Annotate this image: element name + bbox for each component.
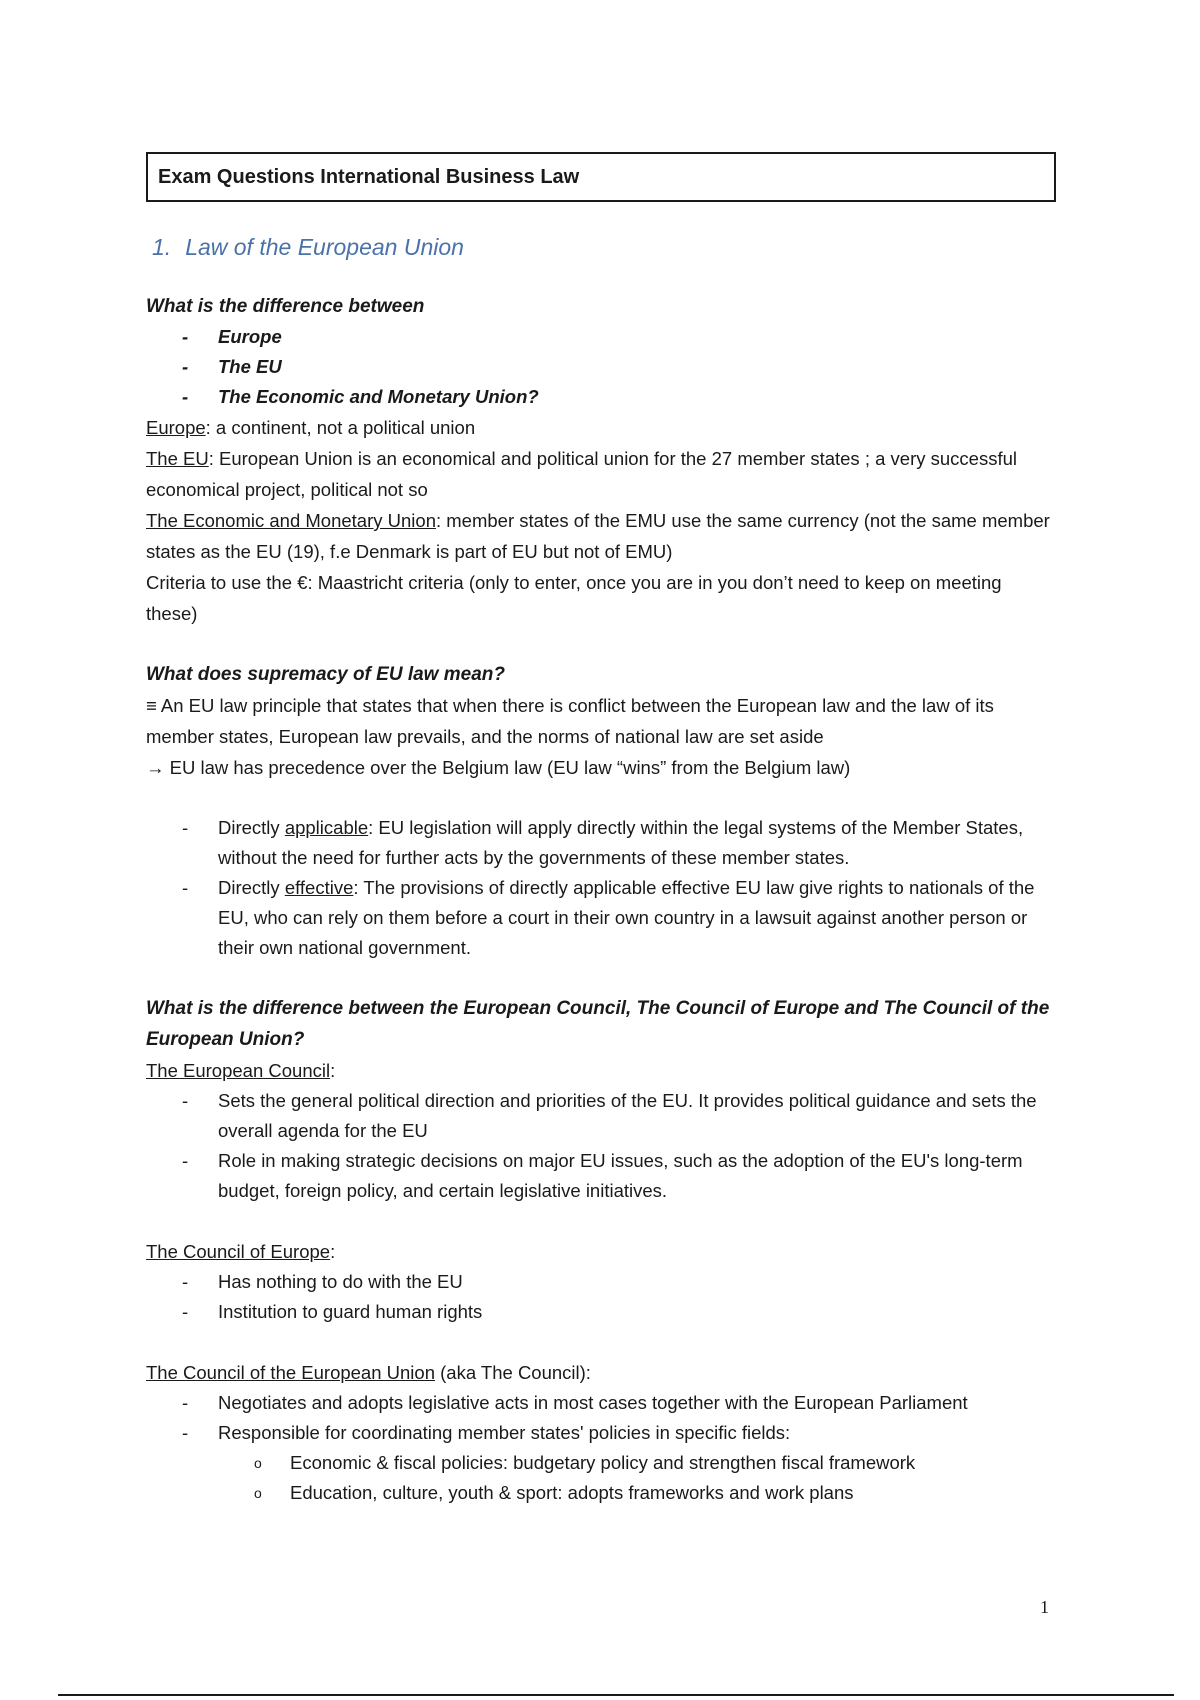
- list-item: - Sets the general political direction and priorities of the EU. It provides political guidance and sets the overall agenda for the EU: [218, 1086, 1056, 1146]
- page-content: [146, 152, 1056, 1508]
- supremacy-consequence: → EU law has precedence over the Belgium law (EU law “wins” from the Belgium law): [146, 757, 851, 778]
- council-eu-suffix: (aka The Council):: [435, 1362, 591, 1383]
- section-heading: [152, 234, 1056, 261]
- document-title-box: [146, 152, 1056, 202]
- answer-eu-text: : European Union is an economical and political union for the 27 member states ; a very successful economical project, political not so: [146, 448, 1017, 500]
- european-council-list: [146, 1086, 1056, 1206]
- supremacy-definition: ≡ An EU law principle that states that when there is conflict between the European law and the law of its member states, European law prevails, and the norms of national law are set aside: [146, 695, 994, 747]
- list-item: - The Economic and Monetary Union?: [218, 382, 1056, 412]
- answer-emu: [146, 505, 1056, 567]
- item-prefix: Directly: [218, 877, 285, 898]
- list-item: o Economic & fiscal policies: budgetary policy and strengthen fiscal framework: [290, 1448, 1056, 1478]
- list-item: - Europe: [218, 322, 1056, 352]
- section-title: Law of the European Union: [185, 234, 464, 260]
- term-european-council: The European Council: [146, 1060, 331, 1081]
- council-of-europe-heading: [146, 1236, 1056, 1267]
- list-item: - Negotiates and adopts legislative acts in most cases together with the European Parliament: [218, 1388, 1056, 1418]
- item-text: : EU legislation will apply directly within the legal systems of the Member States, without the need for further acts by the governments of these member states.: [218, 817, 1024, 868]
- page-number: 1: [1040, 1597, 1049, 1617]
- question-3: What is the difference between the European Council, The Council of Europe and The Council of the European Union?: [146, 998, 1050, 1050]
- question-1-bullets: [146, 322, 1056, 412]
- section-number: 1.: [152, 234, 172, 260]
- term-applicable: applicable: [284, 817, 369, 838]
- list-item: [218, 813, 1056, 873]
- answer-europe: [146, 412, 1056, 443]
- term-council-eu: The Council of the European Union: [146, 1362, 435, 1383]
- list-item: [218, 873, 1056, 963]
- list-item: - Institution to guard human rights: [218, 1297, 1056, 1327]
- euro-criteria: Criteria to use the €: Maastricht criteria (only to enter, once you are in you don’t need to keep on meeting these): [146, 572, 1002, 624]
- list-item: - Role in making strategic decisions on major EU issues, such as the adoption of the EU's long-term budget, foreign policy, and certain legislative initiatives.: [218, 1146, 1056, 1206]
- list-item: o Education, culture, youth & sport: adopts frameworks and work plans: [290, 1478, 1056, 1508]
- colon: :: [330, 1241, 336, 1262]
- question-2: What does supremacy of EU law mean?: [146, 664, 505, 685]
- council-of-europe-list: [146, 1267, 1056, 1327]
- footer-divider: [58, 1694, 1174, 1696]
- council-eu-sublist: [146, 1448, 1056, 1508]
- item-prefix: Directly: [218, 817, 285, 838]
- council-eu-list: [146, 1388, 1056, 1448]
- item-text: : The provisions of directly applicable effective EU law give rights to nationals of the EU, who can rely on them before a court in their own country in a lawsuit against another person or their own national government.: [218, 877, 1035, 958]
- document-title: Exam Questions International Business Law: [158, 165, 580, 188]
- direct-effect-list: [146, 813, 1056, 963]
- term-europe: Europe: [146, 417, 206, 438]
- term-eu: The EU: [146, 448, 209, 469]
- term-emu: The Economic and Monetary Union: [146, 510, 436, 531]
- term-council-of-europe: The Council of Europe: [146, 1241, 331, 1262]
- answer-emu-text: : member states of the EMU use the same currency (not the same member states as the EU (19), f.e Denmark is part of EU but not of EMU): [146, 510, 1050, 562]
- colon: :: [330, 1060, 336, 1081]
- answer-eu: [146, 443, 1056, 505]
- list-item: - Has nothing to do with the EU: [218, 1267, 1056, 1297]
- list-item: - Responsible for coordinating member states' policies in specific fields:: [218, 1418, 1056, 1448]
- list-item: - The EU: [218, 352, 1056, 382]
- answer-europe-text: : a continent, not a political union: [205, 417, 476, 438]
- european-council-heading: [146, 1055, 1056, 1086]
- question-1: What is the difference between: [146, 296, 425, 317]
- term-effective: effective: [284, 877, 354, 898]
- council-eu-heading: [146, 1357, 1056, 1388]
